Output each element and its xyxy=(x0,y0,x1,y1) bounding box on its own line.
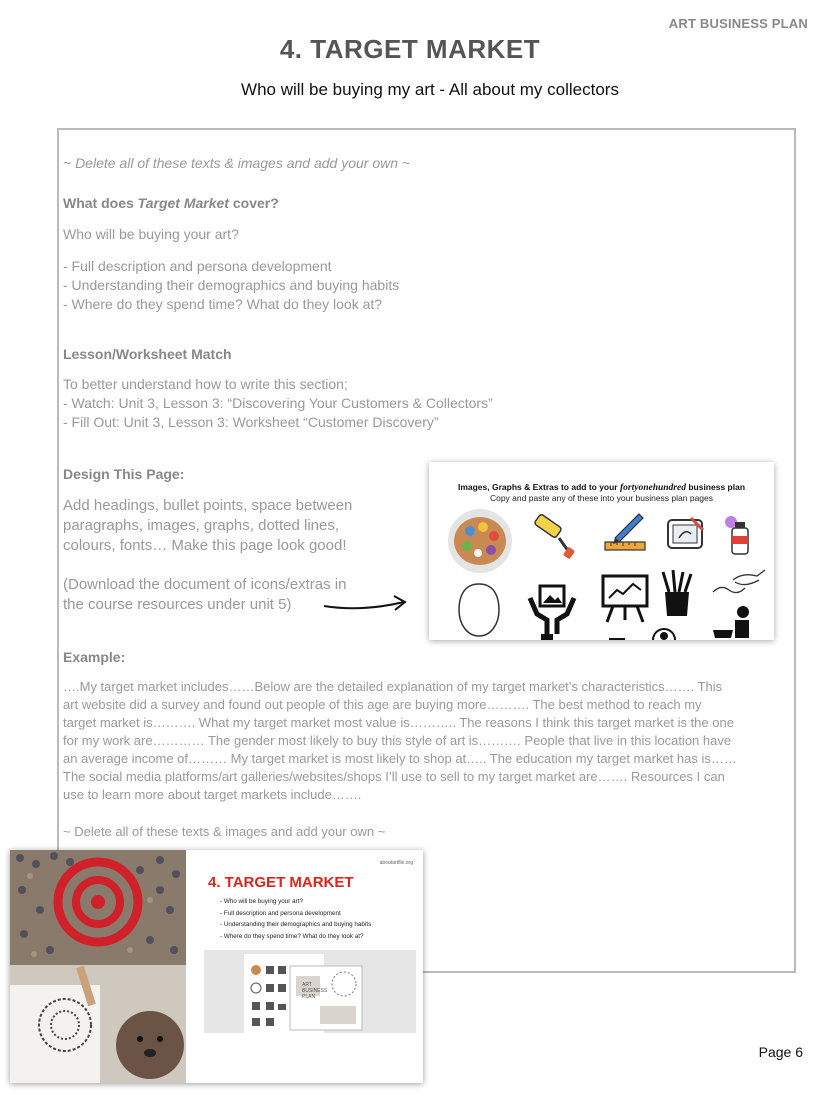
partial-icon xyxy=(537,634,557,640)
example-heading: Example: xyxy=(63,649,126,665)
design-line: colours, fonts… Make this page look good! xyxy=(63,537,347,554)
arrow-right-icon xyxy=(322,592,410,616)
head-outline-icon xyxy=(451,578,507,640)
slide-bullet: - Full description and persona development xyxy=(220,909,341,917)
drawing-tablet-icon xyxy=(665,514,707,554)
icons-preview-brand: fortyonehundred xyxy=(619,483,686,493)
slide-logo: aboutartfile.org xyxy=(379,860,413,866)
download-line: (Download the document of icons/extras in xyxy=(63,576,347,593)
covers-question: Who will be buying your art? xyxy=(63,226,239,242)
slide-preview-image xyxy=(10,850,423,1083)
slide-mini-doc-text: ART BUSINESS PLAN xyxy=(302,982,328,1000)
covers-bullet: - Full description and persona development xyxy=(63,258,332,274)
example-line: for my work are………… The gender most likely to buy this style of art is………. People that live in this location have xyxy=(63,733,732,748)
example-line: The social media platforms/art galleries/websites/shops I’ll use to sell to my target market are……. Resources I can xyxy=(63,769,725,784)
covers-heading-suffix: cover? xyxy=(228,195,279,211)
lesson-line: - Fill Out: Unit 3, Lesson 3: Worksheet “Customer Discovery” xyxy=(63,414,439,430)
document-header-tag: ART BUSINESS PLAN xyxy=(668,16,808,31)
page-number: Page 6 xyxy=(758,1044,803,1060)
lesson-line: - Watch: Unit 3, Lesson 3: “Discovering Your Customers & Collectors” xyxy=(63,395,493,411)
design-line: Add headings, bullet points, space between xyxy=(63,497,353,514)
hand-drawing-icon xyxy=(711,566,767,598)
lesson-lines xyxy=(63,375,793,432)
design-heading: Design This Page: xyxy=(63,466,185,482)
paint-roller-icon xyxy=(529,512,581,560)
icons-preview-image xyxy=(429,462,774,640)
download-line: the course resources under unit 5) xyxy=(63,596,292,613)
delete-note-bottom: ~ Delete all of these texts & images and add your own ~ xyxy=(63,824,386,839)
example-line: an average income of……… My target market is most likely to shop at….. The education my target market has is…… xyxy=(63,751,737,766)
hands-holding-picture-icon xyxy=(527,580,577,636)
slide-title: 4. TARGET MARKET xyxy=(208,874,354,891)
slide-bullet: - Where do they spend time? What do they look at? xyxy=(220,932,364,940)
page-subtitle: Who will be buying my art - All about my collectors xyxy=(241,80,619,99)
icons-preview-subtitle: Copy and paste any of these into your business plan pages xyxy=(489,493,714,503)
example-paragraph xyxy=(63,678,789,804)
page-title: 4. TARGET MARKET xyxy=(279,34,541,64)
crowd-target-photo xyxy=(10,850,186,965)
covers-heading-em: Target Market xyxy=(137,195,229,211)
easel-chart-icon xyxy=(599,572,651,624)
person-at-laptop-icon xyxy=(709,604,759,640)
spray-can-icon xyxy=(721,514,757,558)
palette-icon xyxy=(445,508,515,574)
delete-note: ~ Delete all of these texts & images and add your own ~ xyxy=(63,155,411,171)
example-line: use to learn more about target markets include……. xyxy=(63,787,362,802)
covers-bullet: - Understanding their demographics and buying habits xyxy=(63,277,400,293)
lesson-heading: Lesson/Worksheet Match xyxy=(63,346,232,362)
example-line: target market is………. What my target market most value is……….. The reasons I think this target market is the one xyxy=(63,715,734,730)
design-lines xyxy=(63,496,403,556)
example-line: art website did a survey and found out people of this age are buying more………. The best method to reach my xyxy=(63,697,702,712)
covers-bullets xyxy=(63,257,793,314)
icons-preview-title-suffix: business plan xyxy=(685,482,746,492)
lesson-line: To better understand how to write this section; xyxy=(63,376,348,392)
icons-preview-title-prefix: Images, Graphs & Extras to add to your xyxy=(457,482,620,492)
slide-preview-panel xyxy=(204,950,416,1033)
partial-icon xyxy=(651,628,677,640)
example-line: ….My target market includes……Below are the detailed explanation of my target market’s characteristics……. This xyxy=(63,679,723,694)
slide-bullet: - Who will be buying your art? xyxy=(220,898,303,905)
partial-icon xyxy=(607,635,627,640)
slide-bullet: - Understanding their demographics and buying habits xyxy=(220,921,372,928)
covers-heading-prefix: What does xyxy=(63,195,138,211)
slide-bullets xyxy=(206,896,371,942)
icons-preview-title xyxy=(429,482,774,493)
ruler-pencil-icon xyxy=(601,510,649,558)
design-line: paragraphs, images, graphs, dotted lines, xyxy=(63,517,339,534)
covers-heading xyxy=(63,194,793,213)
brushes-in-pot-icon xyxy=(657,568,697,618)
covers-bullet: - Where do they spend time? What do they look at? xyxy=(63,296,383,312)
drawing-dog-photo xyxy=(10,965,186,1083)
